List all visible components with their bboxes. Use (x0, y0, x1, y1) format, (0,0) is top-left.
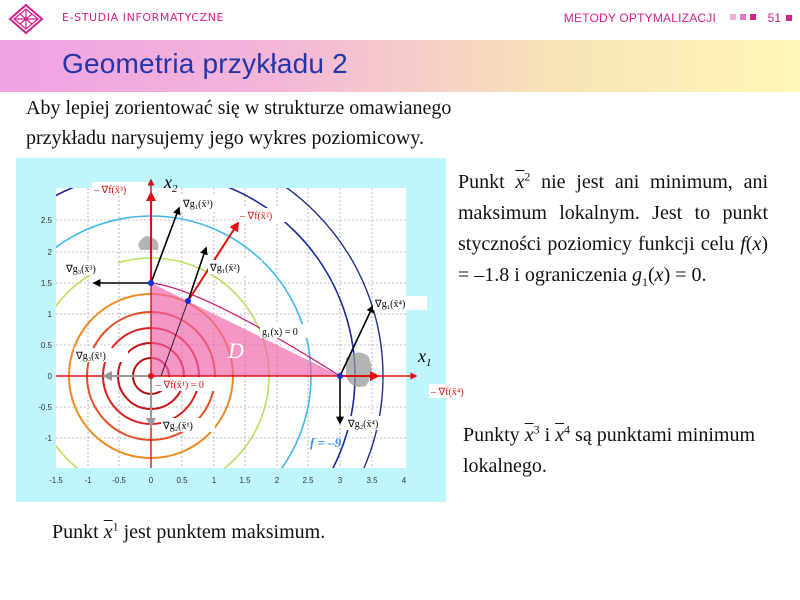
svg-text:-0.5: -0.5 (38, 403, 52, 412)
svg-text:0: 0 (148, 476, 154, 485)
label-neg-grad-f-x2: – ∇f(x̄²) (240, 211, 273, 222)
y-tick-labels (38, 216, 52, 443)
brand-text: E-STUDIA INFORMATYCZNE (62, 11, 225, 24)
x-axis-label: $x_1$ (418, 346, 432, 369)
label-grad-g2-x4: ∇g₂(x̄⁴) (348, 419, 379, 430)
page-square-icon (786, 15, 792, 21)
svg-text:0: 0 (47, 372, 52, 381)
plot-panel (16, 158, 464, 502)
point-x2 (185, 298, 191, 304)
region-label: D (228, 338, 244, 363)
svg-text:1.5: 1.5 (40, 279, 52, 288)
svg-text:2.5: 2.5 (302, 476, 314, 485)
label-grad-g3-x3: ∇g₃(x̄³) (66, 264, 96, 275)
svg-text:1: 1 (47, 310, 52, 319)
intro-text: Aby lepiej zorientować się w strukturze omawianego przykładu narysujemy jego wykres poziomicowy. (26, 97, 452, 149)
x-tick-labels (49, 476, 407, 485)
point-x4 (337, 373, 343, 379)
maximum-description: Punkt $\overline{x}^1$ jest punktem maksimum. (52, 519, 326, 543)
label-grad-g1-x2: ∇g₁(x̄²) (210, 263, 240, 274)
svg-text:1.5: 1.5 (239, 476, 251, 485)
svg-text:0.5: 0.5 (176, 476, 188, 485)
label-neg-grad-f-x4: – ∇f(x̄⁴) (431, 387, 464, 398)
svg-text:-1.5: -1.5 (49, 476, 63, 485)
page-number: 51 (767, 11, 781, 25)
svg-text:-1: -1 (44, 434, 52, 443)
label-g1-zero: g₁(x) = 0 (262, 327, 298, 338)
svg-text:2: 2 (47, 248, 52, 257)
progress-squares (726, 14, 756, 22)
label-neg-grad-f-x3: – ∇f(x̄³) (94, 185, 127, 196)
point-x1 (148, 373, 154, 379)
label-neg-grad-f-x1: – ∇f(x̄¹) = 0 (156, 380, 204, 391)
slide-header (0, 0, 800, 40)
svg-text:1: 1 (211, 476, 217, 485)
svg-text:2.5: 2.5 (40, 216, 52, 225)
label-f-level: f = –9 (310, 435, 342, 450)
svg-text:-0.5: -0.5 (112, 476, 126, 485)
svg-text:3.5: 3.5 (366, 476, 378, 485)
course-title: METODY OPTYMALIZACJI (563, 11, 716, 25)
label-grad-g1-x4: ∇g₁(x̄⁴) (375, 299, 406, 310)
gray-blob-x4 (346, 352, 372, 386)
svg-text:2: 2 (274, 476, 280, 485)
logo-icon (8, 4, 44, 34)
minimum-description: Punkty $\overline{x}^3$ i $\overline{x}^4$ są punktami minimum lokalnego. (463, 422, 756, 477)
point-x2-description: Punkt $\overline{x}^2$ nie jest ani minimum, ani maksimum lokalnym. Jest to punkt styczności poziomicy funkcji celu f(x) = –1.8 i ograniczenia $g_1(x) = 0$. (458, 169, 769, 289)
label-grad-g2-x1: ∇g₂(x̄¹) (163, 421, 193, 432)
svg-text:0.5: 0.5 (40, 341, 52, 350)
point-x3 (148, 280, 154, 286)
label-grad-g3-x1: ∇g₃(x̄¹) (76, 351, 106, 362)
svg-text:-1: -1 (84, 476, 92, 485)
svg-text:4: 4 (401, 476, 407, 485)
svg-text:3: 3 (337, 476, 343, 485)
label-grad-g1-x3: ∇g₁(x̄³) (183, 199, 213, 210)
contour-plot (16, 158, 464, 502)
slide-title: Geometria przykładu 2 (62, 48, 348, 79)
y-axis-label: $x_2$ (164, 172, 178, 195)
